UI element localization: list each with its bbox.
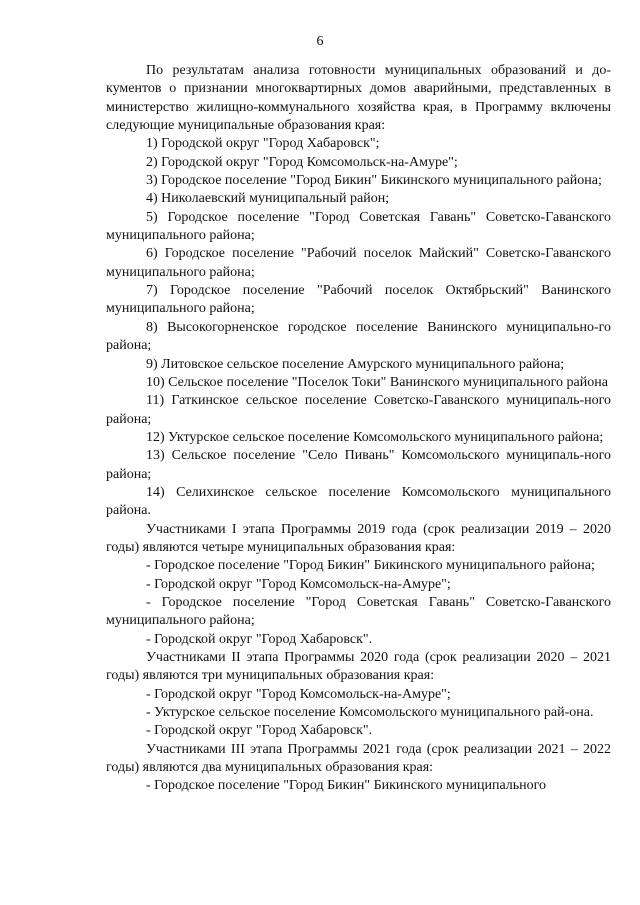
list-item: 4) Николаевский муниципальный район;	[146, 191, 390, 207]
page-number: 6	[316, 34, 324, 49]
list-item: - Городской округ "Город Комсомольск-на-Амуре";	[146, 576, 451, 592]
list-item: 14) Селихинское сельское поселение Комсомольского муниципального района.	[106, 484, 611, 519]
list-item: - Городской округ "Город Хабаровск".	[146, 723, 373, 739]
list-item: 9) Литовское сельское поселение Амурского муниципального района;	[146, 356, 565, 372]
paragraph: Участниками III этапа Программы 2021 года (срок реализации 2021 – 2022 годы) являются два муниципальных образования края:	[106, 741, 611, 776]
list-item: - Городское поселение "Город Бикин" Бикинского муниципального	[146, 778, 547, 794]
document-body	[106, 62, 611, 796]
paragraph: Участниками II этапа Программы 2020 года (срок реализации 2020 – 2021 годы) являются три муниципальных образования края:	[106, 650, 611, 684]
list-item: 7) Городское поселение "Рабочий поселок Октябрьский" Ванинского муниципального района;	[106, 283, 611, 317]
list-item: 6) Городское поселение "Рабочий поселок Майский" Советско-Гаванского муниципального района;	[106, 246, 611, 280]
list-item: 11) Гаткинское сельское поселение Советско-Гаванского муниципаль-ного района;	[106, 393, 611, 427]
list-item: - Уктурское сельское поселение Комсомольского муниципального рай-она.	[146, 705, 594, 721]
list-item: 3) Городское поселение "Город Бикин" Бикинского муниципального района;	[146, 173, 602, 189]
list-item: 5) Городское поселение "Город Советская Гавань" Советско-Гаванского муниципального района;	[106, 209, 611, 244]
list-item: - Городской округ "Город Комсомольск-на-Амуре";	[146, 686, 451, 702]
paragraph: По результатам анализа готовности муниципальных образований и до-кументов о признании многоквартирных домов аварийными, представленных в министерство жилищно-коммунального хозяйства края, в Программу включены следующие муниципальные образования края:	[106, 63, 611, 134]
list-item: 1) Городской округ "Город Хабаровск";	[146, 136, 380, 152]
list-item: - Городской округ "Город Хабаровск".	[146, 631, 373, 647]
list-item: - Городское поселение "Город Бикин" Бикинского муниципального района;	[146, 558, 595, 574]
list-item: 13) Сельское поселение "Село Пивань" Комсомольского муниципаль-ного района;	[106, 448, 611, 482]
list-item: 2) Городской округ "Город Комсомольск-на-Амуре";	[146, 154, 458, 170]
list-item: 8) Высокогорненское городское поселение Ванинского муниципально-го района;	[106, 319, 611, 354]
list-item: - Городское поселение "Город Советская Гавань" Советско-Гаванского муниципального района;	[106, 594, 611, 629]
list-item: 12) Уктурское сельское поселение Комсомольского муниципального района;	[146, 429, 604, 445]
list-item: 10) Сельское поселение "Поселок Токи" Ванинского муниципального района	[146, 374, 608, 390]
paragraph: Участниками I этапа Программы 2019 года (срок реализации 2019 – 2020 годы) являются четыре муниципальных образования края:	[106, 521, 611, 555]
